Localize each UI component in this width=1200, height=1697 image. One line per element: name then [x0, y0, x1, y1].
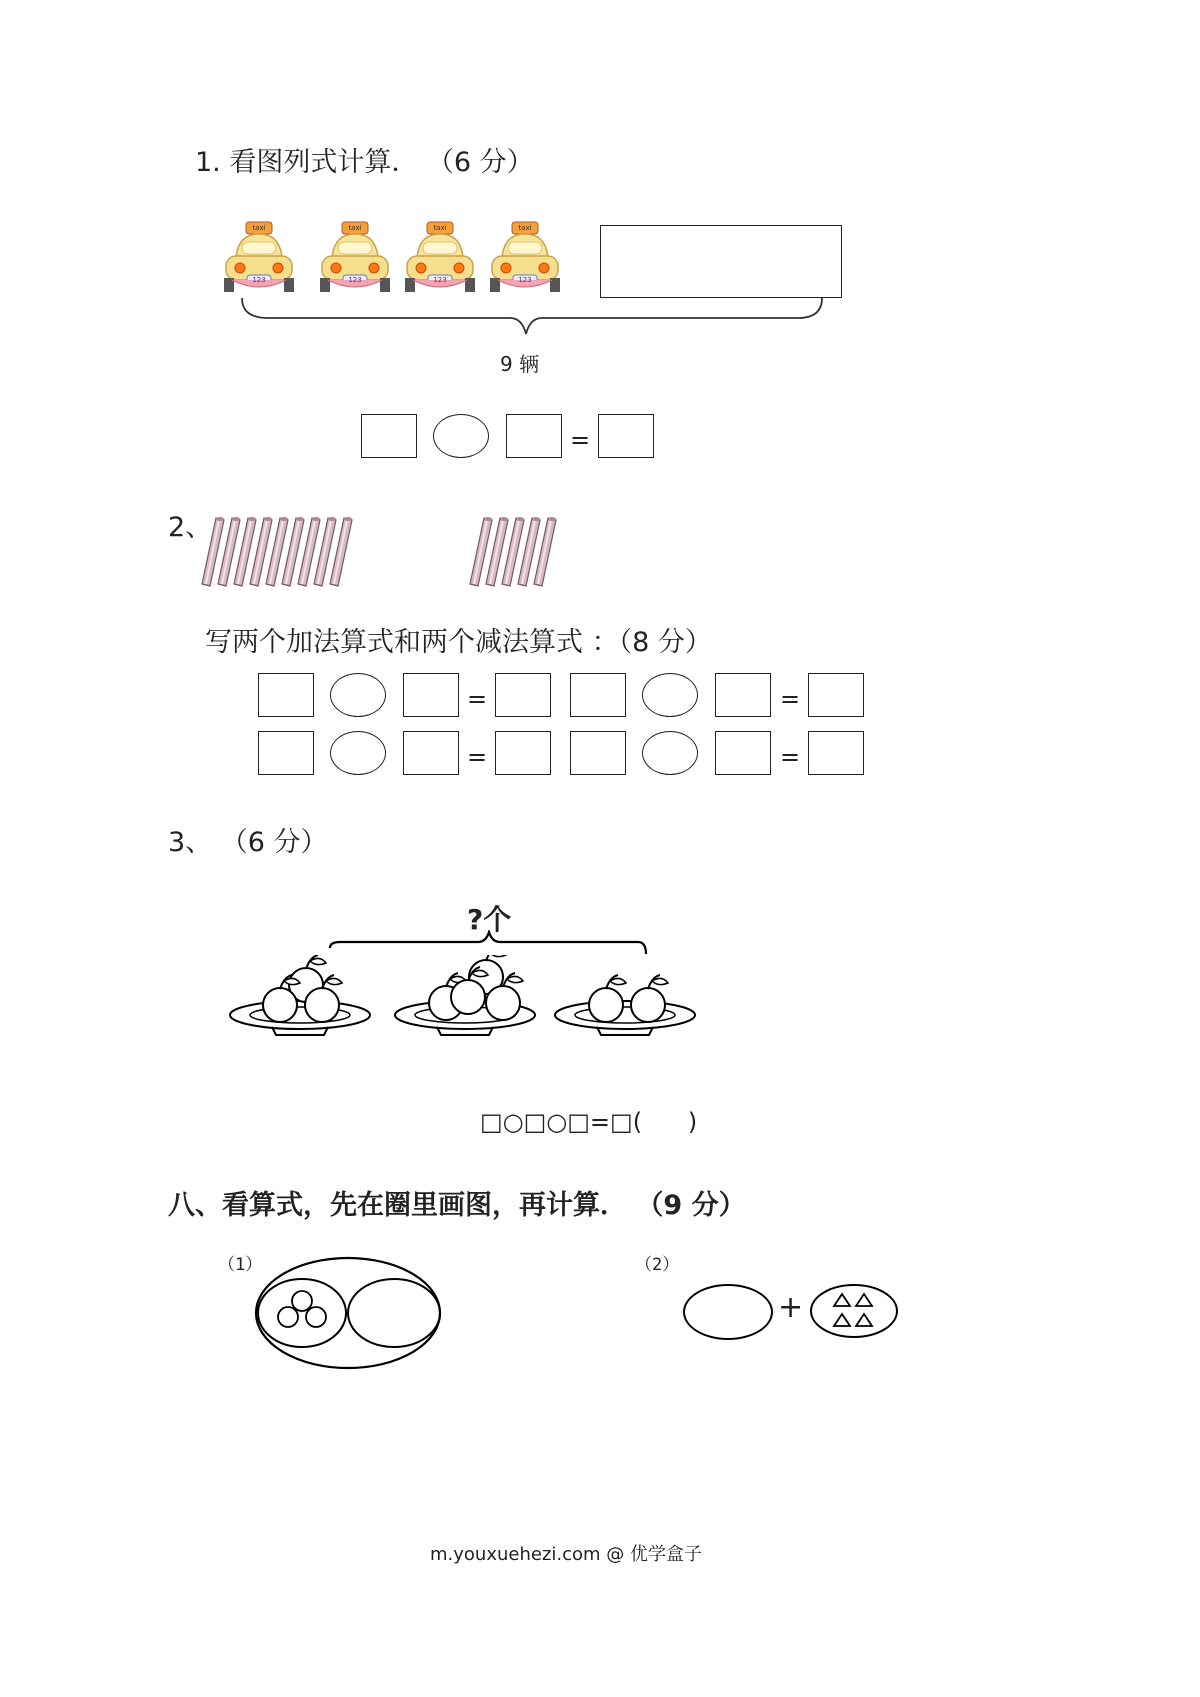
draw-circle[interactable] [683, 1284, 773, 1340]
equals-sign: = [780, 743, 801, 771]
answer-box[interactable] [808, 731, 864, 775]
apple-plate-2 [395, 955, 535, 1035]
answer-box[interactable] [808, 673, 864, 717]
triangle-icon [856, 1294, 872, 1306]
q3-formula: □○□○□=□( ) [480, 1108, 698, 1136]
equals-sign: = [780, 685, 801, 713]
sticks-right-group [470, 517, 556, 586]
answer-box[interactable] [258, 673, 314, 717]
answer-box[interactable] [570, 673, 626, 717]
plate-text: 123 [348, 276, 362, 284]
plate-text: 123 [433, 276, 447, 284]
apple-icon [263, 975, 300, 1022]
question-label: ?个 [467, 903, 512, 936]
operator-oval[interactable] [642, 731, 698, 775]
total-label: 9 辆 [500, 352, 540, 376]
sticks-left-group [202, 517, 352, 586]
q2-number: 2、 [168, 512, 213, 543]
operator-oval[interactable] [330, 731, 386, 775]
taxi-sign-text: taxi [518, 224, 532, 232]
plus-sign: + [778, 1290, 804, 1325]
answer-box[interactable] [361, 414, 417, 458]
triangle-icon [834, 1314, 850, 1326]
operator-oval[interactable] [433, 414, 489, 458]
operator-oval[interactable] [642, 673, 698, 717]
answer-box[interactable] [403, 731, 459, 775]
answer-box[interactable] [570, 731, 626, 775]
equals-sign: = [570, 426, 591, 454]
equals-sign: = [467, 685, 488, 713]
plate-text: 123 [252, 276, 266, 284]
q1-title: 1. 看图列式计算． （6 分） [195, 147, 534, 178]
answer-box[interactable] [495, 731, 551, 775]
q3-title: 3、 （6 分） [168, 827, 328, 858]
apple-plates [228, 955, 703, 1045]
hidden-cars-box [600, 225, 842, 298]
answer-box[interactable] [506, 414, 562, 458]
part1-label: （1） [218, 1255, 263, 1275]
answer-box[interactable] [258, 731, 314, 775]
taxi-sign-text: taxi [252, 224, 266, 232]
apple-icon [631, 975, 668, 1022]
apple-icon [589, 975, 626, 1022]
apples-brace [328, 930, 650, 958]
taxi-icon [320, 222, 390, 292]
taxi-icon [405, 222, 475, 292]
triangle-icon [834, 1294, 850, 1306]
q2-instruction: 写两个加法算式和两个减法算式 ：（8 分） [205, 627, 712, 658]
answer-box[interactable] [495, 673, 551, 717]
answer-box[interactable] [715, 731, 771, 775]
answer-box[interactable] [715, 673, 771, 717]
taxi-icon [224, 222, 294, 292]
taxi-icon [490, 222, 560, 292]
part1-diagram [252, 1255, 447, 1375]
apple-plate-1 [230, 955, 370, 1035]
triangle-group [808, 1282, 900, 1340]
taxi-sign-text: taxi [433, 224, 447, 232]
footer-text: m.youxuehezi.com @ 优学盒子 [430, 1544, 703, 1565]
part2-label: （2） [635, 1255, 680, 1275]
plate-text: 123 [518, 276, 532, 284]
taxi-row [222, 220, 567, 300]
answer-box[interactable] [598, 414, 654, 458]
operator-oval[interactable] [330, 673, 386, 717]
taxi-sign-text: taxi [348, 224, 362, 232]
apple-plate-3 [555, 975, 695, 1035]
triangle-icon [856, 1314, 872, 1326]
answer-box[interactable] [403, 673, 459, 717]
total-brace [238, 296, 828, 340]
section8-title: 八、看算式，先在圈里画图，再计算． （9 分） [168, 1190, 746, 1221]
stick-bundles [200, 514, 580, 590]
equals-sign: = [467, 743, 488, 771]
